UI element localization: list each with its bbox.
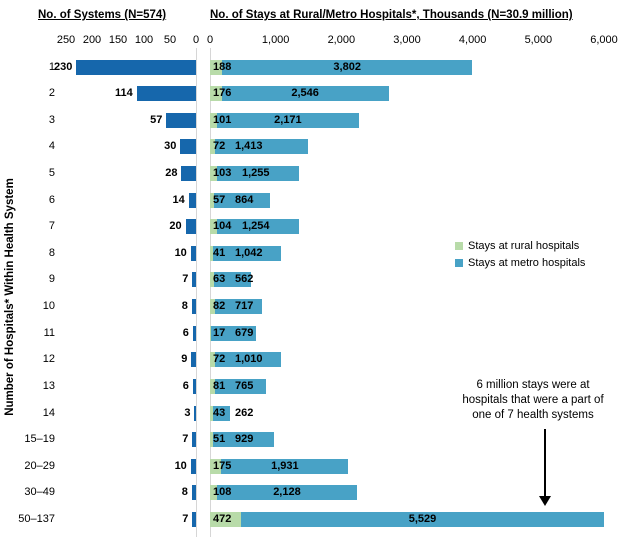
systems-bar [137,86,196,101]
metro-value-label: 2,546 [291,87,319,100]
left-axis-tick: 50 [163,34,177,46]
metro-value-label: 765 [235,379,254,392]
systems-bar [193,326,196,341]
systems-bar [191,459,196,474]
annotation-line: 6 million stays were at [476,379,590,391]
rural-value-label: 188 [213,60,232,73]
metro-value-label: 1,255 [242,166,270,179]
systems-value-label: 6 [182,326,189,339]
systems-value-label: 10 [174,246,187,259]
chart-row [0,166,634,181]
systems-value-label: 28 [165,166,178,179]
stays-plot-cell [210,352,634,367]
systems-plot-cell [56,379,196,394]
rural-value-label: 63 [213,273,226,286]
rural-value-label: 43 [213,406,226,419]
systems-plot-cell [56,406,196,421]
rural-value-label: 103 [213,166,232,179]
chart-row [0,86,634,101]
systems-plot-cell [56,113,196,128]
category-label: 7 [48,220,55,233]
systems-bar [193,379,196,394]
rural-value-label: 17 [213,326,226,339]
metro-value-label: 1,931 [271,459,299,472]
annotation-line: hospitals that were a part of [462,394,604,406]
systems-plot-cell [56,352,196,367]
rural-value-label: 57 [213,193,226,206]
chart-row [0,432,634,447]
metro-value-label: 5,529 [408,513,437,526]
systems-bar [189,193,196,208]
stays-plot-cell [210,459,634,474]
category-label: 5 [48,166,55,179]
metro-value-label: 1,042 [235,246,263,259]
stays-plot-cell [210,432,634,447]
systems-value-label: 8 [181,300,188,313]
category-label: 4 [48,140,55,153]
metro-value-label: 3,802 [333,60,361,73]
systems-bar [181,166,196,181]
right-axis-tick: 0 [206,34,214,46]
category-label: 15–19 [24,433,55,446]
legend-item-metro [455,254,585,271]
left-chart-title: No. of Systems (N=574) [38,9,167,21]
stays-plot-cell [210,512,634,527]
systems-plot-cell [56,193,196,208]
category-label: 2 [48,87,55,100]
systems-bar [186,219,196,234]
systems-value-label: 230 [54,60,73,73]
rural-value-label: 175 [213,459,232,472]
y-axis-title: Number of Hospitals* Within Health System [4,178,16,416]
metro-value-label: 679 [235,326,254,339]
stays-plot-cell [210,272,634,287]
stays-plot-cell [210,485,634,500]
stays-plot-cell [210,299,634,314]
category-label: 12 [42,353,55,366]
rural-legend-swatch-icon [455,242,463,250]
rural-value-label: 82 [213,300,226,313]
systems-plot-cell [56,246,196,261]
stays-plot-cell [210,193,634,208]
systems-bar [180,139,196,154]
category-label: 20–29 [24,459,55,472]
legend-label-rural: Stays at rural hospitals [468,239,580,252]
systems-bar [192,485,196,500]
systems-value-label: 8 [181,486,188,499]
systems-bar [191,352,196,367]
systems-value-label: 6 [182,379,189,392]
annotation-text [437,378,629,423]
systems-plot-cell [56,139,196,154]
right-axis-tick: 4,000 [458,34,487,46]
stays-plot-cell [210,113,634,128]
right-chart-title: No. of Stays at Rural/Metro Hospitals*, Thousands (N=30.9 million) [210,9,573,21]
systems-plot-cell [56,166,196,181]
right-axis-tick: 6,000 [590,34,618,46]
legend-item-rural [455,237,585,254]
chart-row [0,352,634,367]
systems-value-label: 3 [184,406,191,419]
systems-plot-cell [56,485,196,500]
systems-bar [192,272,196,287]
systems-bar [194,406,196,421]
rural-value-label: 101 [213,113,232,126]
category-label: 1 [48,60,55,73]
annotation-arrow-line [544,429,546,497]
right-axis-tick: 2,000 [327,34,356,46]
systems-plot-cell [56,60,196,75]
systems-value-label: 14 [172,193,185,206]
chart-row [0,139,634,154]
legend [455,237,585,271]
rural-value-label: 104 [213,220,232,233]
systems-plot-cell [56,219,196,234]
chart-row [0,193,634,208]
systems-bar [76,60,196,75]
chart-row [0,459,634,474]
category-label: 6 [48,193,55,206]
annotation-arrow-head-icon [539,496,551,506]
annotation-line: one of 7 health systems [472,409,594,421]
systems-value-label: 57 [150,113,163,126]
metro-value-label: 864 [235,193,254,206]
metro-value-label: 2,171 [274,113,302,126]
left-axis-tick: 0 [192,34,200,46]
systems-plot-cell [56,432,196,447]
legend-label-metro: Stays at metro hospitals [468,256,586,269]
chart-row [0,60,634,75]
rural-value-label: 108 [213,486,232,499]
rural-value-label: 41 [213,246,226,259]
metro-value-label: 1,254 [242,220,270,233]
rural-value-label: 176 [213,87,232,100]
rural-value-label: 72 [213,140,226,153]
stays-plot-cell [210,139,634,154]
systems-value-label: 10 [174,459,187,472]
systems-value-label: 20 [169,220,182,233]
metro-value-label: 717 [235,300,254,313]
systems-plot-cell [56,459,196,474]
left-axis-tick: 200 [82,34,102,46]
chart-row [0,113,634,128]
right-axis-tick: 3,000 [393,34,421,46]
metro-value-label: 2,128 [273,486,301,499]
metro-value-label: 262 [235,406,254,419]
systems-value-label: 7 [182,273,189,286]
systems-plot-cell [56,86,196,101]
category-label: 10 [42,300,55,313]
systems-bar [191,246,196,261]
category-label: 50–137 [18,513,55,526]
stays-plot-cell [210,166,634,181]
left-axis-tick: 250 [56,34,76,46]
systems-bar [192,512,196,527]
chart-row [0,326,634,341]
category-label: 30–49 [24,486,55,499]
systems-value-label: 9 [181,353,188,366]
systems-value-label: 114 [114,87,133,100]
left-axis-tick: 150 [108,34,128,46]
rural-value-label: 51 [213,433,226,446]
stays-plot-cell [210,60,634,75]
systems-value-label: 7 [182,433,189,446]
chart-row [0,299,634,314]
systems-plot-cell [56,299,196,314]
chart-row [0,219,634,234]
category-label: 13 [42,379,55,392]
systems-bar [192,432,196,447]
stays-plot-cell [210,86,634,101]
metro-value-label: 929 [235,433,254,446]
systems-plot-cell [56,512,196,527]
category-label: 8 [48,246,55,259]
chart-row [0,272,634,287]
systems-value-label: 7 [182,513,189,526]
left-axis-tick: 100 [134,34,154,46]
category-label: 3 [48,113,55,126]
metro-legend-swatch-icon [455,259,463,267]
stays-plot-cell [210,326,634,341]
systems-value-label: 30 [164,140,177,153]
rural-value-label: 72 [213,353,226,366]
rural-value-label: 81 [213,379,226,392]
category-label: 14 [42,406,55,419]
chart-row [0,512,634,527]
systems-plot-cell [56,326,196,341]
rural-value-label: 472 [213,513,232,526]
systems-bar [166,113,196,128]
category-label: 11 [43,326,55,339]
category-label: 9 [48,273,55,286]
right-axis-tick: 1,000 [261,34,290,46]
metro-value-label: 1,010 [235,353,263,366]
systems-bar [192,299,196,314]
metro-value-label: 562 [235,273,254,286]
metro-value-label: 1,413 [235,140,263,153]
right-axis-tick: 5,000 [524,34,553,46]
systems-plot-cell [56,272,196,287]
stays-plot-cell [210,219,634,234]
